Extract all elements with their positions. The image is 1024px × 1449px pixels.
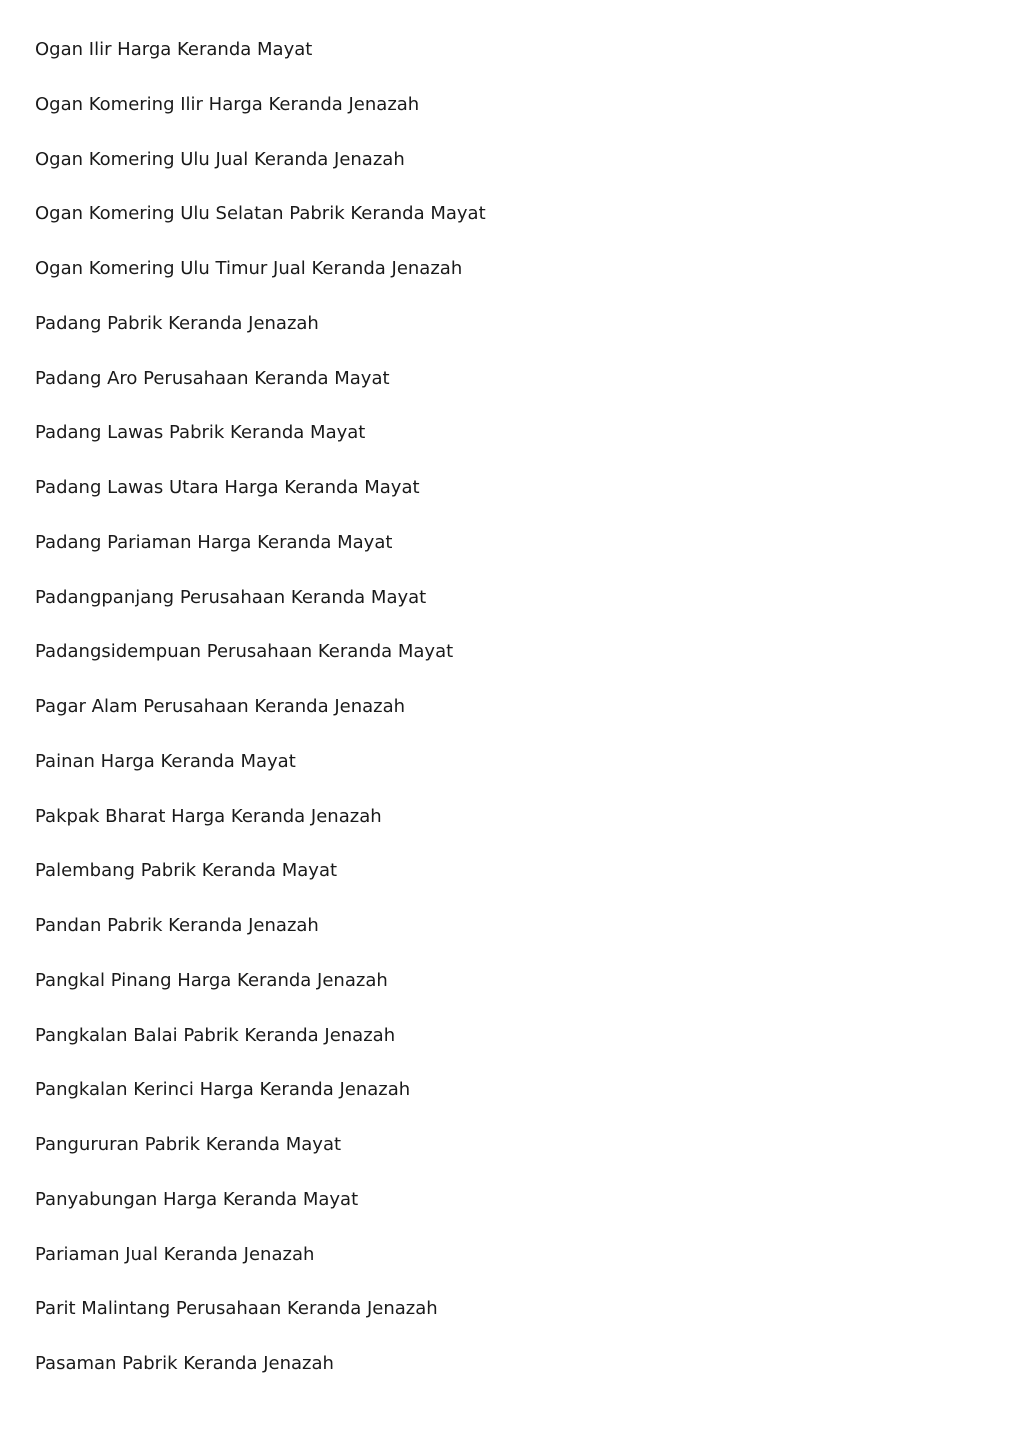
list-item: Padang Lawas Utara Harga Keranda Mayat [35,477,420,498]
list-item: Padang Pariaman Harga Keranda Mayat [35,531,393,553]
list-item: Ogan Komering Ulu Timur Jual Keranda Jenazah [35,258,463,279]
list-item: Padangsidempuan Perusahaan Keranda Mayat [35,641,454,663]
list-item: Palembang Pabrik Keranda Mayat [35,860,338,882]
list-item: Pangkalan Kerinci Harga Keranda Jenazah [35,1079,411,1101]
list-item: Painan Harga Keranda Mayat [35,750,296,772]
list-item: Pagar Alam Perusahaan Keranda Jenazah [35,696,406,717]
list-item: Padang Pabrik Keranda Jenazah [35,312,319,334]
list-item: Pangkalan Balai Pabrik Keranda Jenazah [35,1024,396,1046]
list-item: Ogan Ilir Harga Keranda Mayat [35,39,313,60]
list-item: Panyabungan Harga Keranda Mayat [35,1188,359,1210]
list-item: Padang Aro Perusahaan Keranda Mayat [35,367,390,389]
list-item: Ogan Komering Ulu Jual Keranda Jenazah [35,148,405,170]
list-item: Pandan Pabrik Keranda Jenazah [35,915,319,936]
list-item: Pangkal Pinang Harga Keranda Jenazah [35,969,388,991]
list-item: Padangpanjang Perusahaan Keranda Mayat [35,586,427,608]
list-item: Pangururan Pabrik Keranda Mayat [35,1134,342,1155]
list-item: Pakpak Bharat Harga Keranda Jenazah [35,805,382,827]
list-item: Parit Malintang Perusahaan Keranda Jenazah [35,1298,438,1320]
list-item: Pariaman Jual Keranda Jenazah [35,1243,315,1265]
list-item: Padang Lawas Pabrik Keranda Mayat [35,422,366,444]
entry-list [35,36,486,1405]
list-item: Ogan Komering Ilir Harga Keranda Jenazah [35,93,420,115]
list-item: Ogan Komering Ulu Selatan Pabrik Keranda Mayat [35,203,486,225]
list-item: Pasaman Pabrik Keranda Jenazah [35,1353,334,1374]
